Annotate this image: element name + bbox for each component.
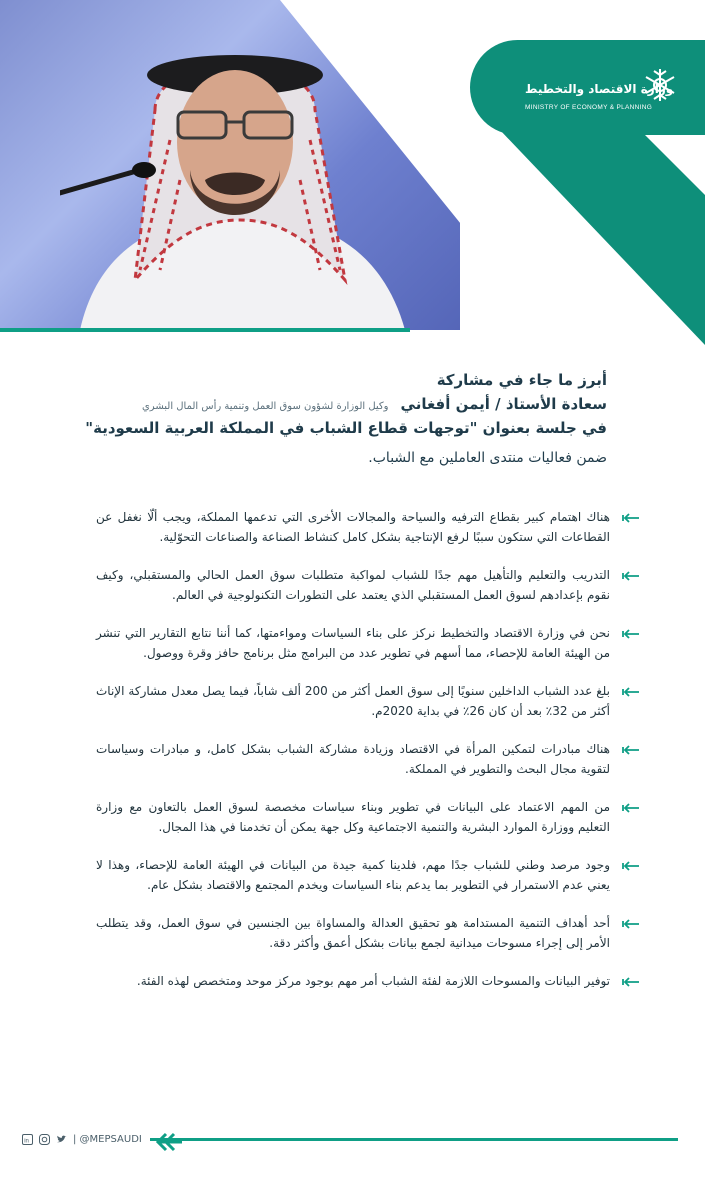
- svg-text:in: in: [24, 1138, 29, 1145]
- list-item-text: وجود مرصد وطني للشباب جدًا مهم، فلدينا كمية جيدة من البيانات في الهيئة العامة للإحصاء، وهذا لا يعني عدم الاستمرار في التطوير بما يدعم بناء السياسات ويخدم المجتمع والاقتصاد بشكل عام.: [96, 858, 610, 892]
- highlights-list: [96, 508, 610, 1011]
- list-item: [96, 856, 610, 895]
- list-item: [96, 508, 610, 547]
- footer-social: [22, 1134, 142, 1145]
- list-item: [96, 740, 610, 779]
- list-item: [96, 914, 610, 953]
- list-item-text: توفير البيانات والمسوحات اللازمة لفئة الشباب أمر مهم بوجود مركز موحد ومتخصص لهذه الفئة.: [136, 974, 610, 988]
- list-item-text: هناك اهتمام كبير بقطاع الترفيه والسياحة والمجالات الأخرى التي تدعمها المملكة، ويجب ألّا نغفل عن القطاعات التي ستكون سببًا لرفع الإنتاجية بشكل كامل كنشاط الصناعة والصناعات التحوّلية.: [96, 510, 610, 544]
- photo-diagonal-mask: [260, 0, 500, 330]
- double-arrow-icon: [622, 802, 640, 814]
- twitter-icon[interactable]: [56, 1134, 67, 1145]
- double-arrow-icon: [622, 918, 640, 930]
- list-item-text: من المهم الاعتماد على البيانات في تطوير وبناء سياسات مخصصة لسوق العمل بالتعاون مع وزارة التعليم ووزارة الموارد البشرية والتنمية الاجتماعية وكل جهة يمكن أن تخدمنا في هذا المجال.: [96, 800, 610, 834]
- speaker-title-row: [27, 395, 607, 413]
- session-event: ضمن فعاليات منتدى العاملين مع الشباب.: [368, 450, 607, 466]
- list-item-text: هناك مبادرات لتمكين المرأة في الاقتصاد وزيادة مشاركة الشباب بشكل كامل، و مبادرات وسياسات لتقوية مجال البحث والتطوير في المملكة.: [96, 742, 610, 776]
- double-arrow-icon: [622, 976, 640, 988]
- footer-double-arrow-icon: [152, 1124, 188, 1160]
- list-item-text: نحن في وزارة الاقتصاد والتخطيط نركز على بناء السياسات ومواءمتها، كما أننا نتابع التقارير التي تنشر من الهيئة العامة للإحصاء، مما أسهم في تطوير عدد من البرامج مثل برنامج حافز وقرة ووصول.: [96, 626, 610, 660]
- footer-handle[interactable]: | @MEPSAUDI: [73, 1134, 142, 1145]
- list-item-text: التدريب والتعليم والتأهيل مهم جدًا للشباب لمواكبة متطلبات سوق العمل الحالي والمستقبلي، وكيف نقوم بإعدادهم لسوق العمل المستقبلي الذي يعتمد على التطورات التكنولوجية في العالم.: [96, 568, 610, 602]
- list-item: [96, 566, 610, 605]
- speaker-role: وكيل الوزارة لشؤون سوق العمل وتنمية رأس المال البشري: [141, 401, 389, 412]
- double-arrow-icon: [622, 860, 640, 872]
- hero-underline: [0, 328, 410, 332]
- instagram-icon[interactable]: [39, 1134, 50, 1145]
- intro-heading: أبرز ما جاء في مشاركة: [436, 371, 607, 389]
- intro-block: [27, 366, 607, 473]
- list-item-text: أحد أهداف التنمية المستدامة هو تحقيق العدالة والمساواة بين الجنسين في سوق العمل، وقد يتطلب الأمر إلى إجراء مسوحات ميدانية لجمع بيانات بشكل أعمق وأكثر دقة.: [96, 916, 610, 950]
- double-arrow-icon: [622, 686, 640, 698]
- list-item: [96, 682, 610, 721]
- double-arrow-icon: [622, 744, 640, 756]
- double-arrow-icon: [622, 570, 640, 582]
- double-arrow-icon: [622, 628, 640, 640]
- list-item-text: بلغ عدد الشباب الداخلين سنويًا إلى سوق العمل أكثر من 200 ألف شاباً، فيما يصل معدل مشاركة الإناث أكثر من 32٪ بعد أن كان 26٪ في بداية 2020م.: [96, 684, 610, 718]
- session-title: في جلسة بعنوان "توجهات قطاع الشباب في المملكة العربية السعودية": [85, 419, 607, 437]
- list-item: [96, 624, 610, 663]
- double-arrow-icon: [622, 512, 640, 524]
- list-item: [96, 972, 610, 992]
- linkedin-icon[interactable]: [22, 1134, 33, 1145]
- logo-english-name: MINISTRY OF ECONOMY & PLANNING: [525, 104, 653, 111]
- list-item: [96, 798, 610, 837]
- brand-diagonal: [490, 130, 705, 345]
- footer-line: [150, 1138, 678, 1141]
- logo-arabic-name: وزارة الاقتصاد والتخطيط: [525, 82, 674, 96]
- speaker-name: سعادة الأستاذ / أيمن أفغاني: [400, 395, 607, 413]
